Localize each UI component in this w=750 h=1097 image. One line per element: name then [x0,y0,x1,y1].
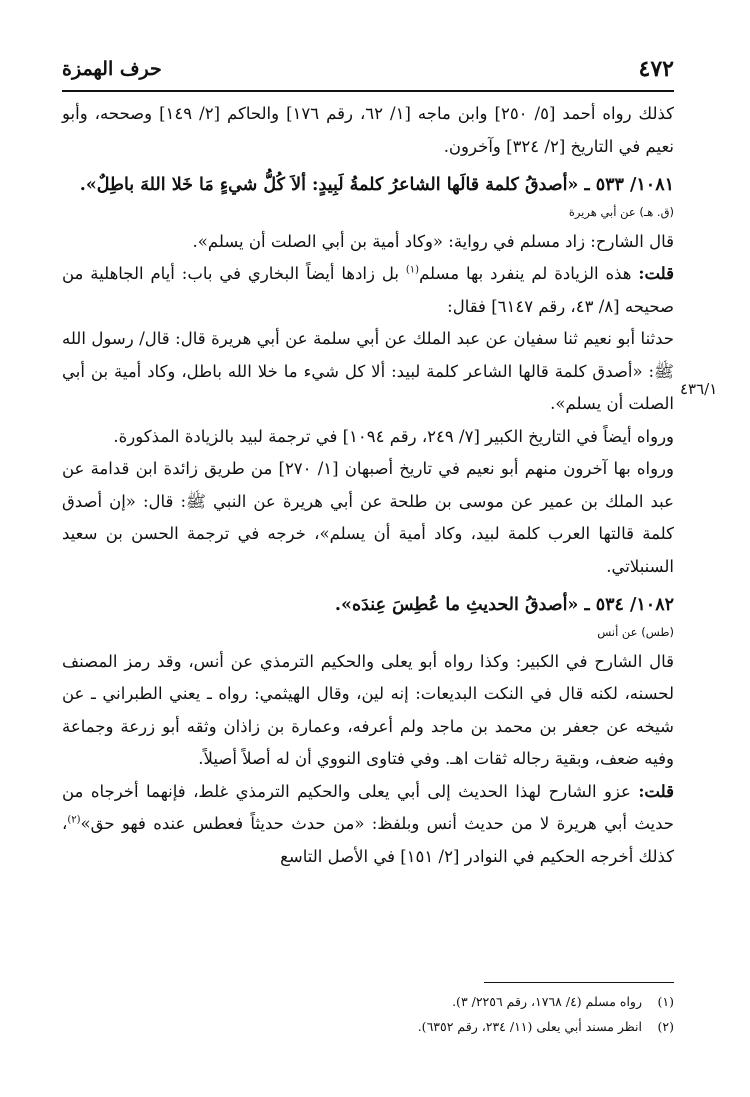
running-title: حرف الهمزة [62,58,162,80]
footnote-text: انظر مسند أبي يعلى (١١/ ٢٣٤، رقم ٦٣٥٢). [417,1019,643,1034]
hadith-heading-1082 [62,589,674,622]
footnote-marker[interactable]: (١) [405,264,420,276]
hadith-number: ١٠٨١/ ٥٣٣ ـ [584,175,674,195]
footnote [62,989,674,1014]
qult-text-cont: بل زادها أيضاً البخاري في باب: أيام الجاهلية من صحيحه [٨/ ٤٣، رقم ٦١٤٧] فقال: [62,264,674,316]
footnote [62,1014,674,1039]
hadith-attribution: (طس) عن أنس [597,624,674,639]
qult-label: قلت: [638,264,675,283]
page-header [62,56,674,86]
qult-text: عزو الشارح لهذا الحديث إلى أبي يعلى والحكيم الترمذي غلط، فإنهما أخرجاه من حديث أبي هريرة لا من حديث أنس وبلفظ: «من حدث حديثاً فعطس عنده فهو حق» [62,781,674,833]
margin-reference: ٤٣٦/١ [680,380,718,398]
qult-paragraph [62,776,674,874]
hadith-text: «أصدقُ الحديثِ ما عُطِسَ عِندَه». [334,595,579,615]
footnote-number: (١) [657,994,674,1009]
page-number: ٤٧٢ [638,56,674,82]
isnad-paragraph: حدثنا أبو نعيم ثنا سفيان عن عبد الملك عن أبي سلمة عن أبي هريرة قال: قال/ رسول الله ﷺ: «أصدق كلمة قالها الشاعر كلمة لبيد: ألا كل شيء ما خلا الله باطل، وكاد أمية بن أبي الصلت أن يسلم». [62,329,674,413]
hadith-attribution: (ق. هـ) عن أبي هريرة [568,204,674,219]
qult-text: هذه الزيادة لم ينفرد بها مسلم [419,264,632,283]
qult-text-cont: ، كذلك أخرجه الحكيم في النوادر [٢/ ١٥١] في الأصل التاسع [62,814,674,866]
footnote-text: رواه مسلم (٤/ ١٧٦٨، رقم ٢٢٥٦/ ٣). [452,994,643,1009]
commentary-paragraph: ورواه أيضاً في التاريخ الكبير [٧/ ٢٤٩، رقم ١٠٩٤] في ترجمة لبيد بالزيادة المذكورة. [113,426,674,446]
qult-paragraph [62,258,674,323]
header-divider [62,90,674,92]
hadith-number: ١٠٨٢/ ٥٣٤ ـ [584,595,674,615]
commentary-paragraph: ورواه بها آخرون منهم أبو نعيم في تاريخ أصبهان [١/ ٢٧٠] من طريق زائدة ابن قدامة عن عبد الملك بن عمير عن موسى بن طلحة عن أبي هريرة عن النبي ﷺ: قال: «إن أصدق كلمة قالتها العرب كلمة لبيد، وكاد أمية أن يسلم»، خرجه في ترجمة الحسن بن سعيد السنبلاتي. [62,459,674,576]
hadith-heading-1081 [62,169,674,202]
footnote-number: (٢) [657,1019,674,1034]
hadith-text: «أصدقُ كلمة قالَها الشاعرُ كلمةُ لَبِيدٍ: ألاَ كُلُّ شيءٍ مَا خَلا اللهَ باطِلٌ». [79,175,579,195]
qult-label: قلت: [638,781,674,801]
footnotes [62,989,674,1039]
commentary-paragraph: قال الشارح في الكبير: وكذا رواه أبو يعلى والحكيم الترمذي عن أنس، وقد رمز المصنف لحسنه، لكنه قال في النكت البديعات: إنه لين، وقال الهيثمي: رواه ـ يعني الطبراني ـ عن شيخه عن جعفر بن محمد بن ماجد ولم أعرفه، وعمارة بن زاذان وثقه أبو زرعة وجماعة وفيه ضعف، وبقية رجاله ثقات اهـ. وفي فتاوى النووي أن له أصلاً أصيلاً. [62,651,674,768]
page-body [62,98,674,873]
footnote-divider [484,982,674,983]
footnote-marker[interactable]: (٢) [67,814,81,826]
intro-paragraph: كذلك رواه أحمد [٥/ ٢٥٠] وابن ماجه [١/ ٦٢، رقم ١٧٦] والحاكم [٢/ ١٤٩] وصححه، وأبو نعيم في التاريخ [٢/ ٣٢٤] وآخرون. [62,104,674,156]
commentary-paragraph: قال الشارح: زاد مسلم في رواية: «وكاد أمية بن أبي الصلت أن يسلم». [192,231,674,251]
